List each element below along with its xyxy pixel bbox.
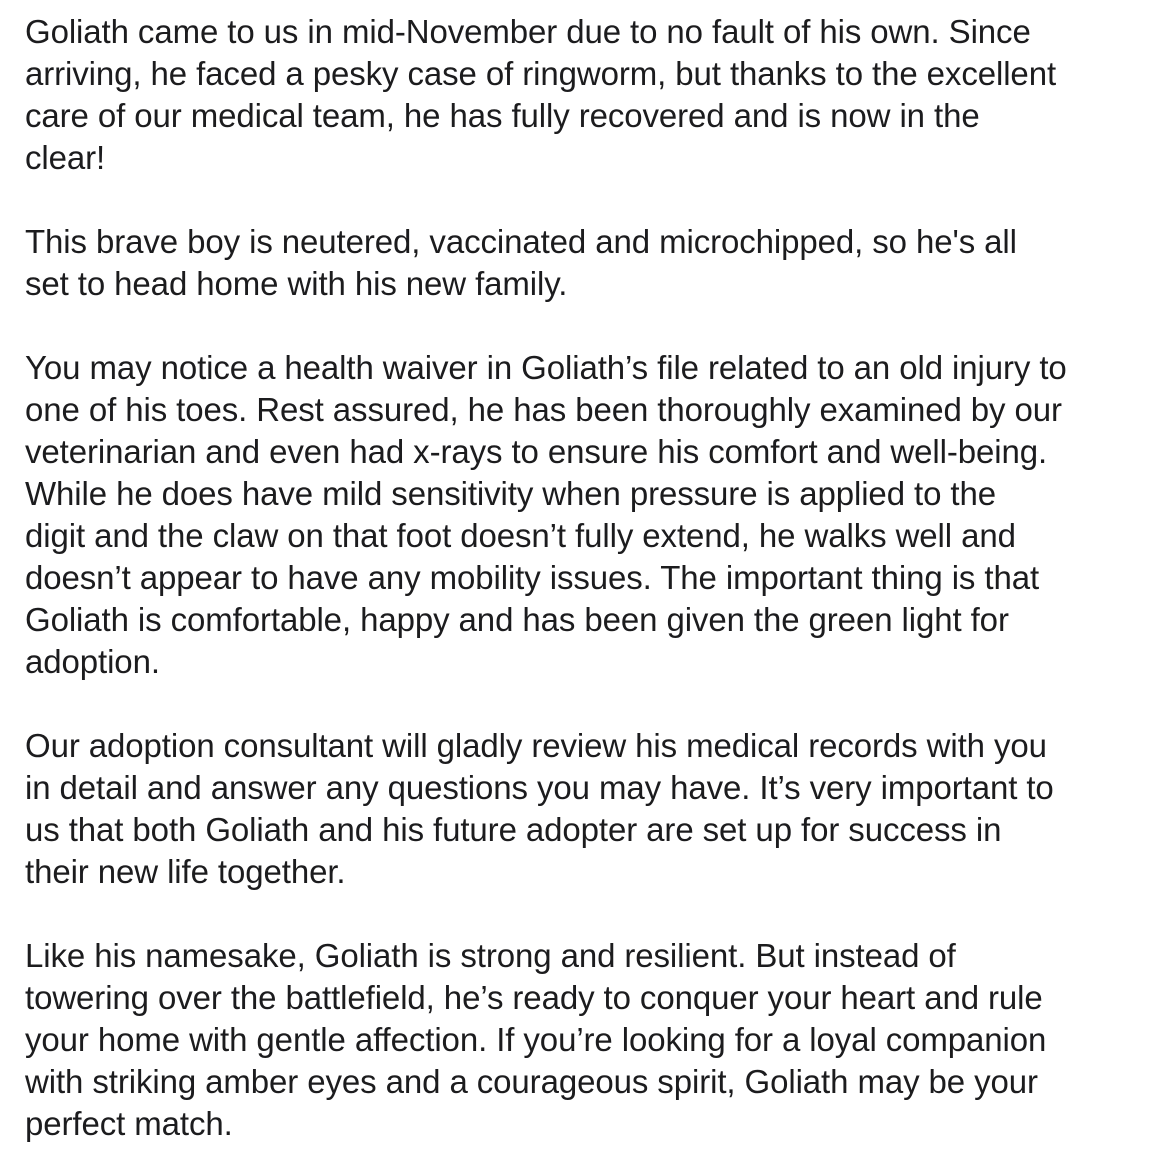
paragraph-1 (25, 11, 1171, 179)
text-line: adoption. (25, 643, 160, 680)
text-line: perfect match. (25, 1105, 233, 1142)
paragraph-gap (25, 893, 1171, 935)
text-line: digit and the claw on that foot doesn’t fully extend, he walks well and (25, 517, 1016, 554)
text-line: us that both Goliath and his future adopter are set up for success in (25, 811, 1002, 848)
paragraph-5 (25, 935, 1171, 1145)
text-line: arriving, he faced a pesky case of ringworm, but thanks to the excellent (25, 55, 1057, 92)
text-line: veterinarian and even had x-rays to ensure his comfort and well-being. (25, 433, 1048, 470)
text-line: one of his toes. Rest assured, he has been thoroughly examined by our (25, 391, 1062, 428)
paragraph-2 (25, 221, 1171, 305)
paragraph-3 (25, 347, 1171, 683)
text-line: You may notice a health waiver in Goliath’s file related to an old injury to (25, 349, 1067, 386)
text-line: This brave boy is neutered, vaccinated and microchipped, so he's all (25, 223, 1017, 260)
text-line: their new life together. (25, 853, 346, 890)
text-line: Our adoption consultant will gladly review his medical records with you (25, 727, 1047, 764)
text-line: Goliath came to us in mid-November due to no fault of his own. Since (25, 13, 1031, 50)
text-line: Goliath is comfortable, happy and has been given the green light for (25, 601, 1009, 638)
text-line: set to head home with his new family. (25, 265, 568, 302)
text-line: towering over the battlefield, he’s ready to conquer your heart and rule (25, 979, 1043, 1016)
text-line: with striking amber eyes and a courageous spirit, Goliath may be your (25, 1063, 1038, 1100)
paragraph-gap (25, 179, 1171, 221)
paragraph-4 (25, 725, 1171, 893)
text-line: While he does have mild sensitivity when pressure is applied to the (25, 475, 996, 512)
text-line: your home with gentle affection. If you’re looking for a loyal companion (25, 1021, 1047, 1058)
text-line: Like his namesake, Goliath is strong and resilient. But instead of (25, 937, 956, 974)
text-line: clear! (25, 139, 106, 176)
paragraph-gap (25, 683, 1171, 725)
text-line: in detail and answer any questions you may have. It’s very important to (25, 769, 1054, 806)
post-text (25, 11, 1171, 1145)
text-line: care of our medical team, he has fully recovered and is now in the (25, 97, 980, 134)
text-line: doesn’t appear to have any mobility issues. The important thing is that (25, 559, 1040, 596)
paragraph-gap (25, 305, 1171, 347)
